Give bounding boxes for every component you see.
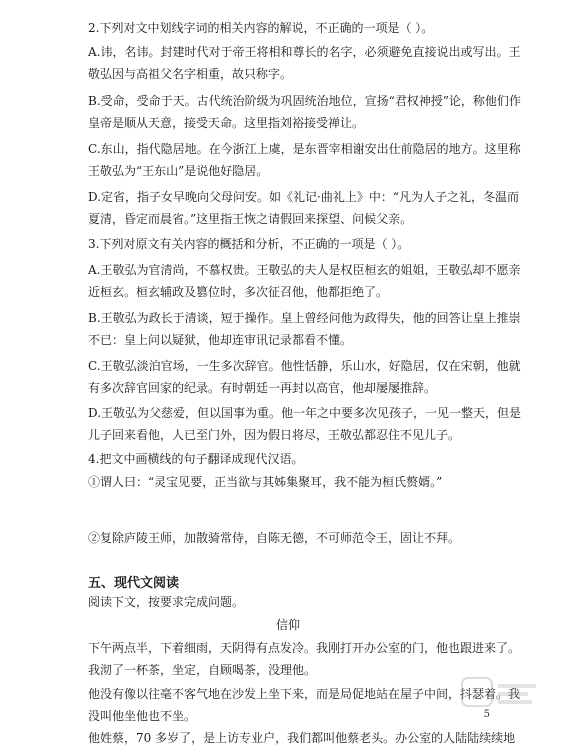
q3-option-a-line1: A.王敬弘为官清尚，不慕权贵。王敬弘的夫人是权臣桓玄的姐姐，王敬弘却不愿亲 <box>88 263 521 277</box>
q3-stem: 3.下列对原文有关内容的概括和分析，不正确的一项是（ ）。 <box>88 237 410 251</box>
q2-option-d-line2: 夏清，昏定而晨省。”这里指王恢之请假回来探望、问候父亲。 <box>88 212 413 226</box>
watermark-logo-icon <box>460 676 538 708</box>
q3-option-c-line1: C.王敬弘淡泊官场，一生多次辞官。他性恬静，乐山水，好隐居，仅在宋朝，他就 <box>88 359 521 373</box>
q2-option-a-line1: A.讳，名讳。封建时代对于帝王将相和尊长的名字，必须避免直接说出或写出。王 <box>88 45 521 59</box>
q2-option-c-line1: C.东山，指代隐居地。在今浙江上虞，是东晋宰相谢安出仕前隐居的地方。这里称 <box>88 142 521 156</box>
section-instruction: 阅读下文，按要求完成问题。 <box>88 595 245 609</box>
section-heading: 五、现代文阅读 <box>88 576 180 591</box>
q3-option-c-line2: 有多次辞官回家的纪录。有时朝廷一再封以高官，他却屡屡推辞。 <box>88 381 437 395</box>
q2-option-a-line2: 敬弘因与高祖父名字相重，故只称字。 <box>88 67 293 81</box>
page-number: 5 <box>483 709 490 720</box>
q3-option-b-line2: 不已：皇上问以疑狱，他却连审讯记录都看不懂。 <box>88 333 353 347</box>
q4-sentence-1: ①谓人曰：“灵宝见要，正当欲与其姊集聚耳，我不能为桓氏赘婿。” <box>88 475 443 489</box>
q2-option-b-line2: 皇帝是顺从天意，接受天命。这里指刘裕接受禅让。 <box>88 116 365 130</box>
paragraph-1-line2: 我沏了一杯茶，坐定，自顾喝茶，没理他。 <box>88 663 317 677</box>
q3-option-d-line2: 儿子回来看他，人已至门外，因为假日将尽，王敬弘都忍住不见儿子。 <box>88 428 461 442</box>
q2-option-d-line1: D.定省，指子女早晚向父母问安。如《礼记·曲礼上》中：“凡为人子之礼，冬温而 <box>88 190 519 204</box>
q3-option-d-line1: D.王敬弘为父慈爱，但以国事为重。他一年之中要多次见孩子，一见一整天，但是 <box>88 406 522 420</box>
q2-stem: 2.下列对文中划线字词的相关内容的解说，不正确的一项是（ ）。 <box>88 21 434 35</box>
q3-option-a-line2: 近桓玄。桓玄辅政及篡位时，多次征召他，他都拒绝了。 <box>88 285 389 299</box>
paragraph-3-line1: 他姓蔡，70 多岁了，是上访专业户，我们都叫他蔡老头。办公室的人陆陆续续地 <box>88 731 516 745</box>
q3-option-b-line1: B.王敬弘为政长于清谈，短于操作。皇上曾经问他为政得失，他的回答让皇上推崇 <box>88 311 521 325</box>
q4-sentence-2: ②复除庐陵王师，加散骑常侍，自陈无德，不可师范令王，固让不拜。 <box>88 531 461 545</box>
article-title: 信仰 <box>275 618 300 632</box>
q2-option-b-line1: B.受命，受命于天。古代统治阶级为巩固统治地位，宣扬“君权神授”论，称他们作 <box>88 94 521 108</box>
paragraph-2-line2: 没叫他坐他也不坐。 <box>88 709 197 723</box>
paragraph-1-line1: 下午两点半，下着细雨，天阴得有点发冷。我刚打开办公室的门，他也跟进来了。 <box>88 641 521 655</box>
q4-stem: 4.把文中画横线的句子翻译成现代汉语。 <box>88 452 304 466</box>
q2-option-c-line2: 王敬弘为“王东山”是说他好隐居。 <box>88 164 269 178</box>
paragraph-2-line1: 他没有像以往毫不客气地在沙发上坐下来，而是局促地站在屋子中间，抖瑟着。我 <box>88 687 521 701</box>
